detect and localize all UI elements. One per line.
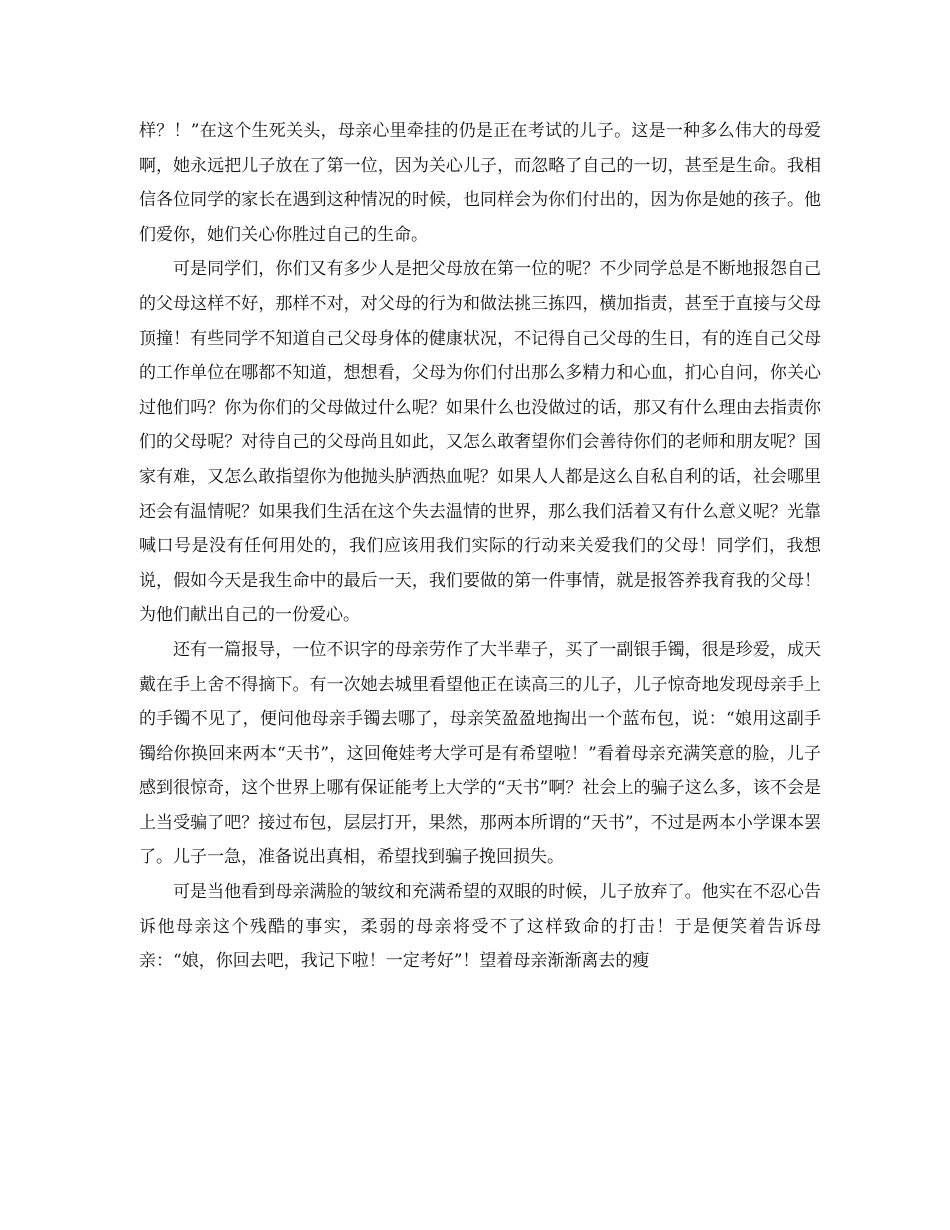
document-page	[139, 114, 821, 979]
paragraph-bracelet-story: 还有一篇报导，一位不识字的母亲劳作了大半辈子，买了一副银手镯，很是珍爱，成天戴在手上舍不得摘下。有一次她去城里看望他正在读高三的儿子，儿子惊奇地发现母亲手上的手镯不见了，便问他母亲手镯去哪了，母亲笑盈盈地掏出一个蓝布包，说：“娘用这副手镯给你换回来两本“天书”，这回俺娃考大学可是有希望啦！”看着母亲充满笑意的脸，儿子感到很惊奇，这个世界上哪有保证能考上大学的“天书”啊？社会上的骗子这么多，该不会是上当受骗了吧？接过布包，层层打开，果然，那两本所谓的“天书”，不过是两本小学课本罢了。儿子一急，准备说出真相，希望找到骗子挽回损失。	[139, 639, 821, 868]
paragraph-parents-first: 可是同学们，你们又有多少人是把父母放在第一位的呢？不少同学总是不断地报怨自己的父母这样不好，那样不对，对父母的行为和做法挑三拣四，横加指责，甚至于直接与父母顶撞！有些同学不知道自己父母身体的健康状况，不记得自己父母的生日，有的连自己父母的工作单位在哪都不知道，想想看，父母为你们付出那么多精力和心血，扪心自问，你关心过他们吗？你为你们的父母做过什么呢？如果什么也没做过的话，那又有什么理由去指责你们的父母呢？对待自己的父母尚且如此，又怎么敢奢望你们会善待你们的老师和朋友呢？国家有难，又怎么敢指望你为他抛头胪洒热血呢？如果人人都是这么自私自利的话，社会哪里还会有温情呢？如果我们生活在这个失去温情的世界，那么我们活着又有什么意义呢？光靠喊口号是没有任何用处的，我们应该用我们实际的行动来关爱我们的父母！同学们，我想说，假如今天是我生命中的最后一天，我们要做的第一件事情，就是报答养我育我的父母！为他们献出自己的一份爱心。	[139, 259, 821, 626]
paragraph-continuation: 样？！”在这个生死关头，母亲心里牵挂的仍是正在考试的儿子。这是一种多么伟大的母爱啊，她永远把儿子放在了第一位，因为关心儿子，而忽略了自己的一切，甚至是生命。我相信各位同学的家长在遇到这种情况的时候，也同样会为你们付出的，因为你是她的孩子。他们爱你，她们关心你胜过自己的生命。	[139, 121, 821, 245]
paragraph-son-decision: 可是当他看到母亲满脸的皱纹和充满希望的双眼的时候，儿子放弃了。他实在不忍心告诉他母亲这个残酷的事实，柔弱的母亲将受不了这样致命的打击！于是便笑着告诉母亲：“娘，你回去吧，我记下啦！一定考好”！望着母亲渐渐离去的瘦	[139, 882, 821, 972]
